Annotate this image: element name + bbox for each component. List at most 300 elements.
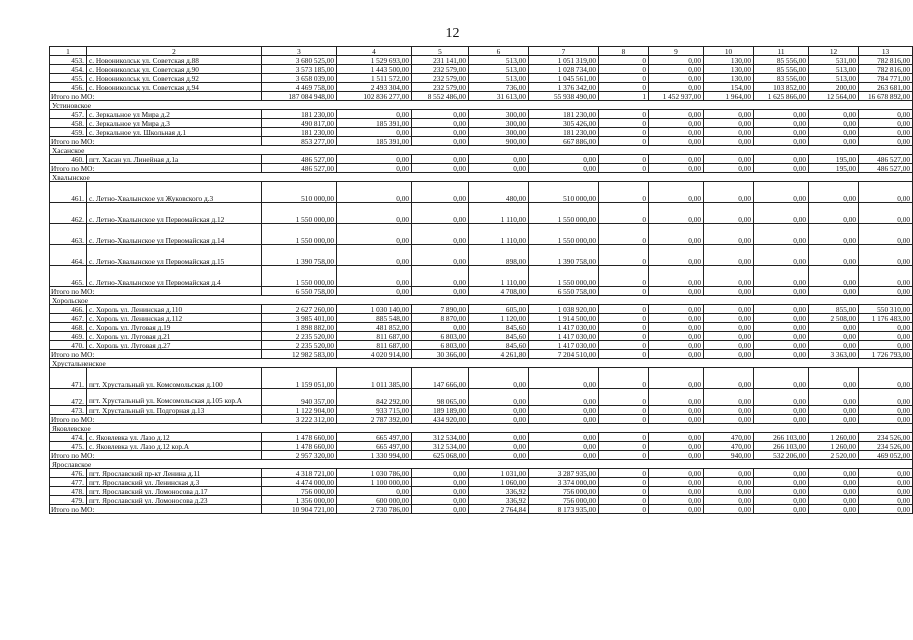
value-cell: 0 (599, 110, 649, 119)
value-cell: 0 (599, 442, 649, 451)
total-row (50, 164, 913, 173)
value-cell: 0,00 (529, 389, 599, 406)
value-cell: 312 534,00 (412, 433, 469, 442)
value-cell: 0,00 (704, 323, 754, 332)
value-cell: 0 (599, 266, 649, 287)
column-header: 7 (529, 47, 599, 56)
value-cell: 0 (599, 406, 649, 415)
value-cell: 811 687,00 (337, 341, 412, 350)
address-cell: с. Зеркальное ул Мира д.3 (87, 119, 262, 128)
total-cell: 0,00 (412, 287, 469, 296)
value-cell: 98 065,00 (412, 389, 469, 406)
value-cell: 0,00 (704, 478, 754, 487)
column-header: 13 (859, 47, 913, 56)
value-cell: 756 000,00 (529, 487, 599, 496)
value-cell: 0,00 (754, 469, 809, 478)
address-cell: с. Летно-Хвалынское ул Первомайская д.12 (87, 203, 262, 224)
value-cell: 782 816,00 (859, 65, 913, 74)
value-cell: 234 526,00 (859, 433, 913, 442)
value-cell: 481 852,00 (337, 323, 412, 332)
value-cell: 605,00 (469, 305, 529, 314)
value-cell: 147 666,00 (412, 368, 469, 389)
column-header: 12 (809, 47, 859, 56)
total-cell: 7 204 510,00 (529, 350, 599, 359)
value-cell: 0 (599, 56, 649, 65)
value-cell: 0,00 (809, 224, 859, 245)
total-cell: 469 052,00 (859, 451, 913, 460)
value-cell: 0,00 (859, 368, 913, 389)
value-cell: 513,00 (809, 74, 859, 83)
total-cell: 0,00 (649, 451, 704, 460)
table-row (50, 496, 913, 505)
value-cell: 0,00 (529, 368, 599, 389)
value-cell: 0,00 (704, 368, 754, 389)
row-index: 468. (50, 323, 87, 332)
total-cell: 4 261,80 (469, 350, 529, 359)
value-cell: 130,00 (704, 56, 754, 65)
total-cell: 0 (599, 415, 649, 424)
value-cell: 0,00 (809, 389, 859, 406)
table-row (50, 305, 913, 314)
value-cell: 312 534,00 (412, 442, 469, 451)
value-cell: 665 497,00 (337, 433, 412, 442)
value-cell: 0 (599, 182, 649, 203)
total-cell: 0,00 (859, 415, 913, 424)
value-cell: 0,00 (529, 406, 599, 415)
column-header: 6 (469, 47, 529, 56)
row-index: 459. (50, 128, 87, 137)
value-cell: 0,00 (649, 305, 704, 314)
value-cell: 0,00 (412, 487, 469, 496)
value-cell: 510 000,00 (262, 182, 337, 203)
value-cell: 0 (599, 128, 649, 137)
value-cell: 0,00 (704, 305, 754, 314)
table-row (50, 74, 913, 83)
value-cell: 1 100 000,00 (337, 478, 412, 487)
row-index: 466. (50, 305, 87, 314)
value-cell: 1 110,00 (469, 266, 529, 287)
group-header-row (50, 424, 913, 433)
address-cell: с. Яковлевка ул. Лазо д.12 (87, 433, 262, 442)
value-cell: 0,00 (859, 182, 913, 203)
total-row (50, 287, 913, 296)
value-cell: 195,00 (809, 155, 859, 164)
total-cell: 0,00 (704, 137, 754, 146)
value-cell: 1 011 385,00 (337, 368, 412, 389)
total-cell: 0,00 (809, 505, 859, 514)
row-index: 457. (50, 110, 87, 119)
total-row (50, 92, 913, 101)
value-cell: 300,00 (469, 110, 529, 119)
value-cell: 0,00 (809, 368, 859, 389)
value-cell: 0,00 (754, 368, 809, 389)
table-row (50, 433, 913, 442)
total-cell: 10 904 721,00 (262, 505, 337, 514)
value-cell: 470,00 (704, 433, 754, 442)
table-row (50, 478, 913, 487)
value-cell: 1 060,00 (469, 478, 529, 487)
table-row (50, 487, 913, 496)
total-cell: 0 (599, 451, 649, 460)
value-cell: 0 (599, 332, 649, 341)
value-cell: 8 870,00 (412, 314, 469, 323)
value-cell: 2 508,00 (809, 314, 859, 323)
total-cell: 4 708,00 (469, 287, 529, 296)
address-cell: с. Новониколськ ул. Советская д.94 (87, 83, 262, 92)
total-cell: 1 (599, 92, 649, 101)
total-cell: 0,00 (649, 505, 704, 514)
total-cell: 195,00 (809, 164, 859, 173)
value-cell: 3 573 185,00 (262, 65, 337, 74)
row-index: 478. (50, 487, 87, 496)
address-cell: пгт. Хрустальный ул. Комсомольская д.105 кор.А (87, 389, 262, 406)
value-cell: 1 390 758,00 (262, 245, 337, 266)
value-cell: 885 548,00 (337, 314, 412, 323)
column-header: 2 (87, 47, 262, 56)
value-cell: 1 260,00 (809, 442, 859, 451)
value-cell: 845,60 (469, 323, 529, 332)
value-cell: 0,00 (809, 323, 859, 332)
row-index: 475. (50, 442, 87, 451)
value-cell: 3 680 525,00 (262, 56, 337, 65)
value-cell: 0,00 (859, 469, 913, 478)
table-row (50, 119, 913, 128)
value-cell: 0,00 (704, 245, 754, 266)
total-cell: 2 520,00 (809, 451, 859, 460)
value-cell: 0,00 (469, 368, 529, 389)
group-header-row (50, 460, 913, 469)
value-cell: 0 (599, 389, 649, 406)
value-cell: 0,00 (649, 323, 704, 332)
total-cell: 2 787 392,00 (337, 415, 412, 424)
total-label: Итого по МО: (50, 287, 262, 296)
value-cell: 665 497,00 (337, 442, 412, 451)
value-cell: 0,00 (469, 433, 529, 442)
value-cell: 2 493 304,00 (337, 83, 412, 92)
address-cell: с. Новониколськ ул. Советская д.88 (87, 56, 262, 65)
total-cell: 0,00 (649, 164, 704, 173)
value-cell: 0,00 (649, 65, 704, 74)
value-cell: 0,00 (809, 332, 859, 341)
total-cell: 0,00 (649, 415, 704, 424)
value-cell: 486 527,00 (262, 155, 337, 164)
total-cell: 0 (599, 505, 649, 514)
total-cell: 0,00 (704, 287, 754, 296)
row-index: 479. (50, 496, 87, 505)
value-cell: 0,00 (754, 224, 809, 245)
value-cell: 83 556,00 (754, 74, 809, 83)
value-cell: 490 817,00 (262, 119, 337, 128)
value-cell: 756 000,00 (529, 496, 599, 505)
table-row (50, 323, 913, 332)
row-index: 473. (50, 406, 87, 415)
value-cell: 4 318 721,00 (262, 469, 337, 478)
row-index: 467. (50, 314, 87, 323)
group-name: Яковлевское (50, 424, 913, 433)
row-index: 453. (50, 56, 87, 65)
row-index: 455. (50, 74, 87, 83)
total-cell: 0,00 (704, 415, 754, 424)
row-index: 469. (50, 332, 87, 341)
value-cell: 0 (599, 341, 649, 350)
value-cell: 0,00 (337, 128, 412, 137)
column-header: 10 (704, 47, 754, 56)
value-cell: 0,00 (412, 224, 469, 245)
value-cell: 0,00 (412, 203, 469, 224)
value-cell: 0,00 (809, 266, 859, 287)
value-cell: 0,00 (649, 203, 704, 224)
value-cell: 0,00 (859, 128, 913, 137)
column-header-row (50, 47, 913, 56)
value-cell: 0,00 (704, 110, 754, 119)
value-cell: 486 527,00 (859, 155, 913, 164)
row-index: 460. (50, 155, 87, 164)
total-cell: 434 920,00 (412, 415, 469, 424)
table-row (50, 65, 913, 74)
row-index: 458. (50, 119, 87, 128)
total-cell: 16 678 892,00 (859, 92, 913, 101)
value-cell: 1 529 693,00 (337, 56, 412, 65)
total-cell: 0,00 (704, 164, 754, 173)
total-cell: 0,00 (649, 350, 704, 359)
row-index: 474. (50, 433, 87, 442)
value-cell: 231 141,00 (412, 56, 469, 65)
value-cell: 0,00 (859, 224, 913, 245)
value-cell: 0,00 (412, 323, 469, 332)
total-cell: 2 957 320,00 (262, 451, 337, 460)
value-cell: 0,00 (859, 341, 913, 350)
row-index: 462. (50, 203, 87, 224)
address-cell: с. Летно-Хвалынское ул Первомайская д.15 (87, 245, 262, 266)
value-cell: 3 658 039,00 (262, 74, 337, 83)
value-cell: 0,00 (859, 245, 913, 266)
table-row (50, 341, 913, 350)
total-cell: 0,00 (704, 350, 754, 359)
value-cell: 0,00 (809, 406, 859, 415)
row-index: 456. (50, 83, 87, 92)
table-row (50, 469, 913, 478)
table-row (50, 155, 913, 164)
value-cell: 6 803,00 (412, 332, 469, 341)
value-cell: 0,00 (469, 389, 529, 406)
total-cell: 0,00 (754, 164, 809, 173)
address-cell: с. Хороль ул. Луговая д.21 (87, 332, 262, 341)
value-cell: 0,00 (649, 389, 704, 406)
value-cell: 0,00 (859, 110, 913, 119)
address-cell: с. Хороль ул. Ленинская д.112 (87, 314, 262, 323)
value-cell: 513,00 (469, 56, 529, 65)
value-cell: 0 (599, 65, 649, 74)
value-cell: 1 443 500,00 (337, 65, 412, 74)
value-cell: 845,60 (469, 332, 529, 341)
value-cell: 0,00 (809, 469, 859, 478)
value-cell: 1 550 000,00 (529, 266, 599, 287)
value-cell: 6 803,00 (412, 341, 469, 350)
total-cell: 0,00 (754, 505, 809, 514)
value-cell: 0,00 (649, 332, 704, 341)
value-cell: 1 478 660,00 (262, 442, 337, 451)
address-cell: с. Яковлевка ул. Лазо д.12 кор.А (87, 442, 262, 451)
value-cell: 0,00 (649, 368, 704, 389)
value-cell: 0,00 (704, 155, 754, 164)
total-cell: 30 366,00 (412, 350, 469, 359)
value-cell: 0,00 (337, 245, 412, 266)
value-cell: 1 417 030,00 (529, 341, 599, 350)
value-cell: 336,92 (469, 496, 529, 505)
value-cell: 0,00 (649, 56, 704, 65)
table-row (50, 110, 913, 119)
value-cell: 2 627 260,00 (262, 305, 337, 314)
value-cell: 0,00 (809, 341, 859, 350)
total-cell: 853 277,00 (262, 137, 337, 146)
total-cell: 0,00 (469, 164, 529, 173)
value-cell: 0,00 (809, 110, 859, 119)
total-cell: 667 886,00 (529, 137, 599, 146)
row-index: 454. (50, 65, 87, 74)
value-cell: 0,00 (412, 128, 469, 137)
value-cell: 0,00 (337, 155, 412, 164)
value-cell: 0,00 (859, 323, 913, 332)
value-cell: 0,00 (649, 83, 704, 92)
value-cell: 480,00 (469, 182, 529, 203)
value-cell: 1 110,00 (469, 203, 529, 224)
value-cell: 0,00 (809, 119, 859, 128)
value-cell: 154,00 (704, 83, 754, 92)
value-cell: 513,00 (469, 74, 529, 83)
value-cell: 845,60 (469, 341, 529, 350)
value-cell: 1 550 000,00 (529, 203, 599, 224)
address-cell: с. Зеркальное ул Мира д.2 (87, 110, 262, 119)
value-cell: 232 579,00 (412, 65, 469, 74)
total-cell: 12 982 583,00 (262, 350, 337, 359)
value-cell: 0,00 (809, 245, 859, 266)
value-cell: 855,00 (809, 305, 859, 314)
value-cell: 1 550 000,00 (262, 266, 337, 287)
value-cell: 0,00 (412, 245, 469, 266)
total-cell: 0,00 (412, 164, 469, 173)
value-cell: 0 (599, 245, 649, 266)
total-cell: 12 564,00 (809, 92, 859, 101)
total-cell: 0,00 (337, 164, 412, 173)
value-cell: 1 122 904,00 (262, 406, 337, 415)
value-cell: 305 426,00 (529, 119, 599, 128)
address-cell: с. Летно-Хвалынское ул Первомайская д.14 (87, 224, 262, 245)
group-name: Хвалынское (50, 173, 913, 182)
value-cell: 0,00 (754, 110, 809, 119)
value-cell: 300,00 (469, 128, 529, 137)
address-cell: пгт. Ярославский ул. Ломоносова д.17 (87, 487, 262, 496)
group-header-row (50, 146, 913, 155)
value-cell: 782 816,00 (859, 56, 913, 65)
total-cell: 900,00 (469, 137, 529, 146)
address-cell: с. Новониколськ ул. Советская д.92 (87, 74, 262, 83)
value-cell: 0 (599, 368, 649, 389)
row-index: 470. (50, 341, 87, 350)
value-cell: 1 031,00 (469, 469, 529, 478)
address-cell: пгт. Хрустальный ул. Комсомольская д.100 (87, 368, 262, 389)
value-cell: 0 (599, 478, 649, 487)
value-cell: 1 550 000,00 (262, 224, 337, 245)
address-cell: пгт. Хасан ул. Линейная д.1а (87, 155, 262, 164)
value-cell: 0 (599, 433, 649, 442)
address-cell: пгт. Хрустальный ул. Подгорная д.13 (87, 406, 262, 415)
value-cell: 1 159 051,00 (262, 368, 337, 389)
value-cell: 0,00 (649, 469, 704, 478)
table-row (50, 442, 913, 451)
total-row (50, 505, 913, 514)
value-cell: 266 103,00 (754, 442, 809, 451)
value-cell: 0,00 (859, 332, 913, 341)
value-cell: 4 469 758,00 (262, 83, 337, 92)
value-cell: 0,00 (754, 128, 809, 137)
column-header: 9 (649, 47, 704, 56)
value-cell: 0,00 (704, 332, 754, 341)
value-cell: 0,00 (649, 128, 704, 137)
group-header-row (50, 101, 913, 110)
total-label: Итого по МО: (50, 164, 262, 173)
value-cell: 0,00 (859, 487, 913, 496)
value-cell: 0,00 (859, 478, 913, 487)
value-cell: 0,00 (337, 224, 412, 245)
total-cell: 486 527,00 (859, 164, 913, 173)
value-cell: 0,00 (754, 389, 809, 406)
value-cell: 0,00 (649, 442, 704, 451)
value-cell: 0,00 (859, 406, 913, 415)
value-cell: 1 110,00 (469, 224, 529, 245)
address-cell: пгт. Ярославский ул. Ломоносова д.23 (87, 496, 262, 505)
value-cell: 0,00 (754, 478, 809, 487)
total-cell: 1 964,00 (704, 92, 754, 101)
value-cell: 0,00 (859, 389, 913, 406)
value-cell: 0,00 (649, 406, 704, 415)
value-cell: 0 (599, 487, 649, 496)
value-cell: 1 417 030,00 (529, 323, 599, 332)
value-cell: 0,00 (337, 487, 412, 496)
value-cell: 0,00 (412, 110, 469, 119)
value-cell: 0,00 (412, 155, 469, 164)
total-cell: 486 527,00 (262, 164, 337, 173)
value-cell: 1 417 030,00 (529, 332, 599, 341)
value-cell: 85 556,00 (754, 56, 809, 65)
row-index: 461. (50, 182, 87, 203)
value-cell: 232 579,00 (412, 74, 469, 83)
value-cell: 0,00 (809, 203, 859, 224)
value-cell: 0 (599, 469, 649, 478)
value-cell: 0,00 (704, 119, 754, 128)
table-row (50, 224, 913, 245)
value-cell: 600 000,00 (337, 496, 412, 505)
value-cell: 0,00 (337, 203, 412, 224)
value-cell: 1 511 572,00 (337, 74, 412, 83)
total-cell: 532 206,00 (754, 451, 809, 460)
total-cell: 0,00 (649, 287, 704, 296)
value-cell: 1 030 140,00 (337, 305, 412, 314)
address-cell: с. Летно-Хвалынское ул Первомайская д.4 (87, 266, 262, 287)
value-cell: 0,00 (859, 496, 913, 505)
value-cell: 1 550 000,00 (262, 203, 337, 224)
value-cell: 736,00 (469, 83, 529, 92)
value-cell: 0,00 (649, 224, 704, 245)
value-cell: 0,00 (469, 155, 529, 164)
value-cell: 181 230,00 (529, 110, 599, 119)
value-cell: 3 985 401,00 (262, 314, 337, 323)
value-cell: 0 (599, 305, 649, 314)
total-cell: 3 222 312,00 (262, 415, 337, 424)
total-cell: 187 084 948,00 (262, 92, 337, 101)
value-cell: 0,00 (649, 487, 704, 496)
value-cell: 513,00 (809, 65, 859, 74)
table-row (50, 266, 913, 287)
